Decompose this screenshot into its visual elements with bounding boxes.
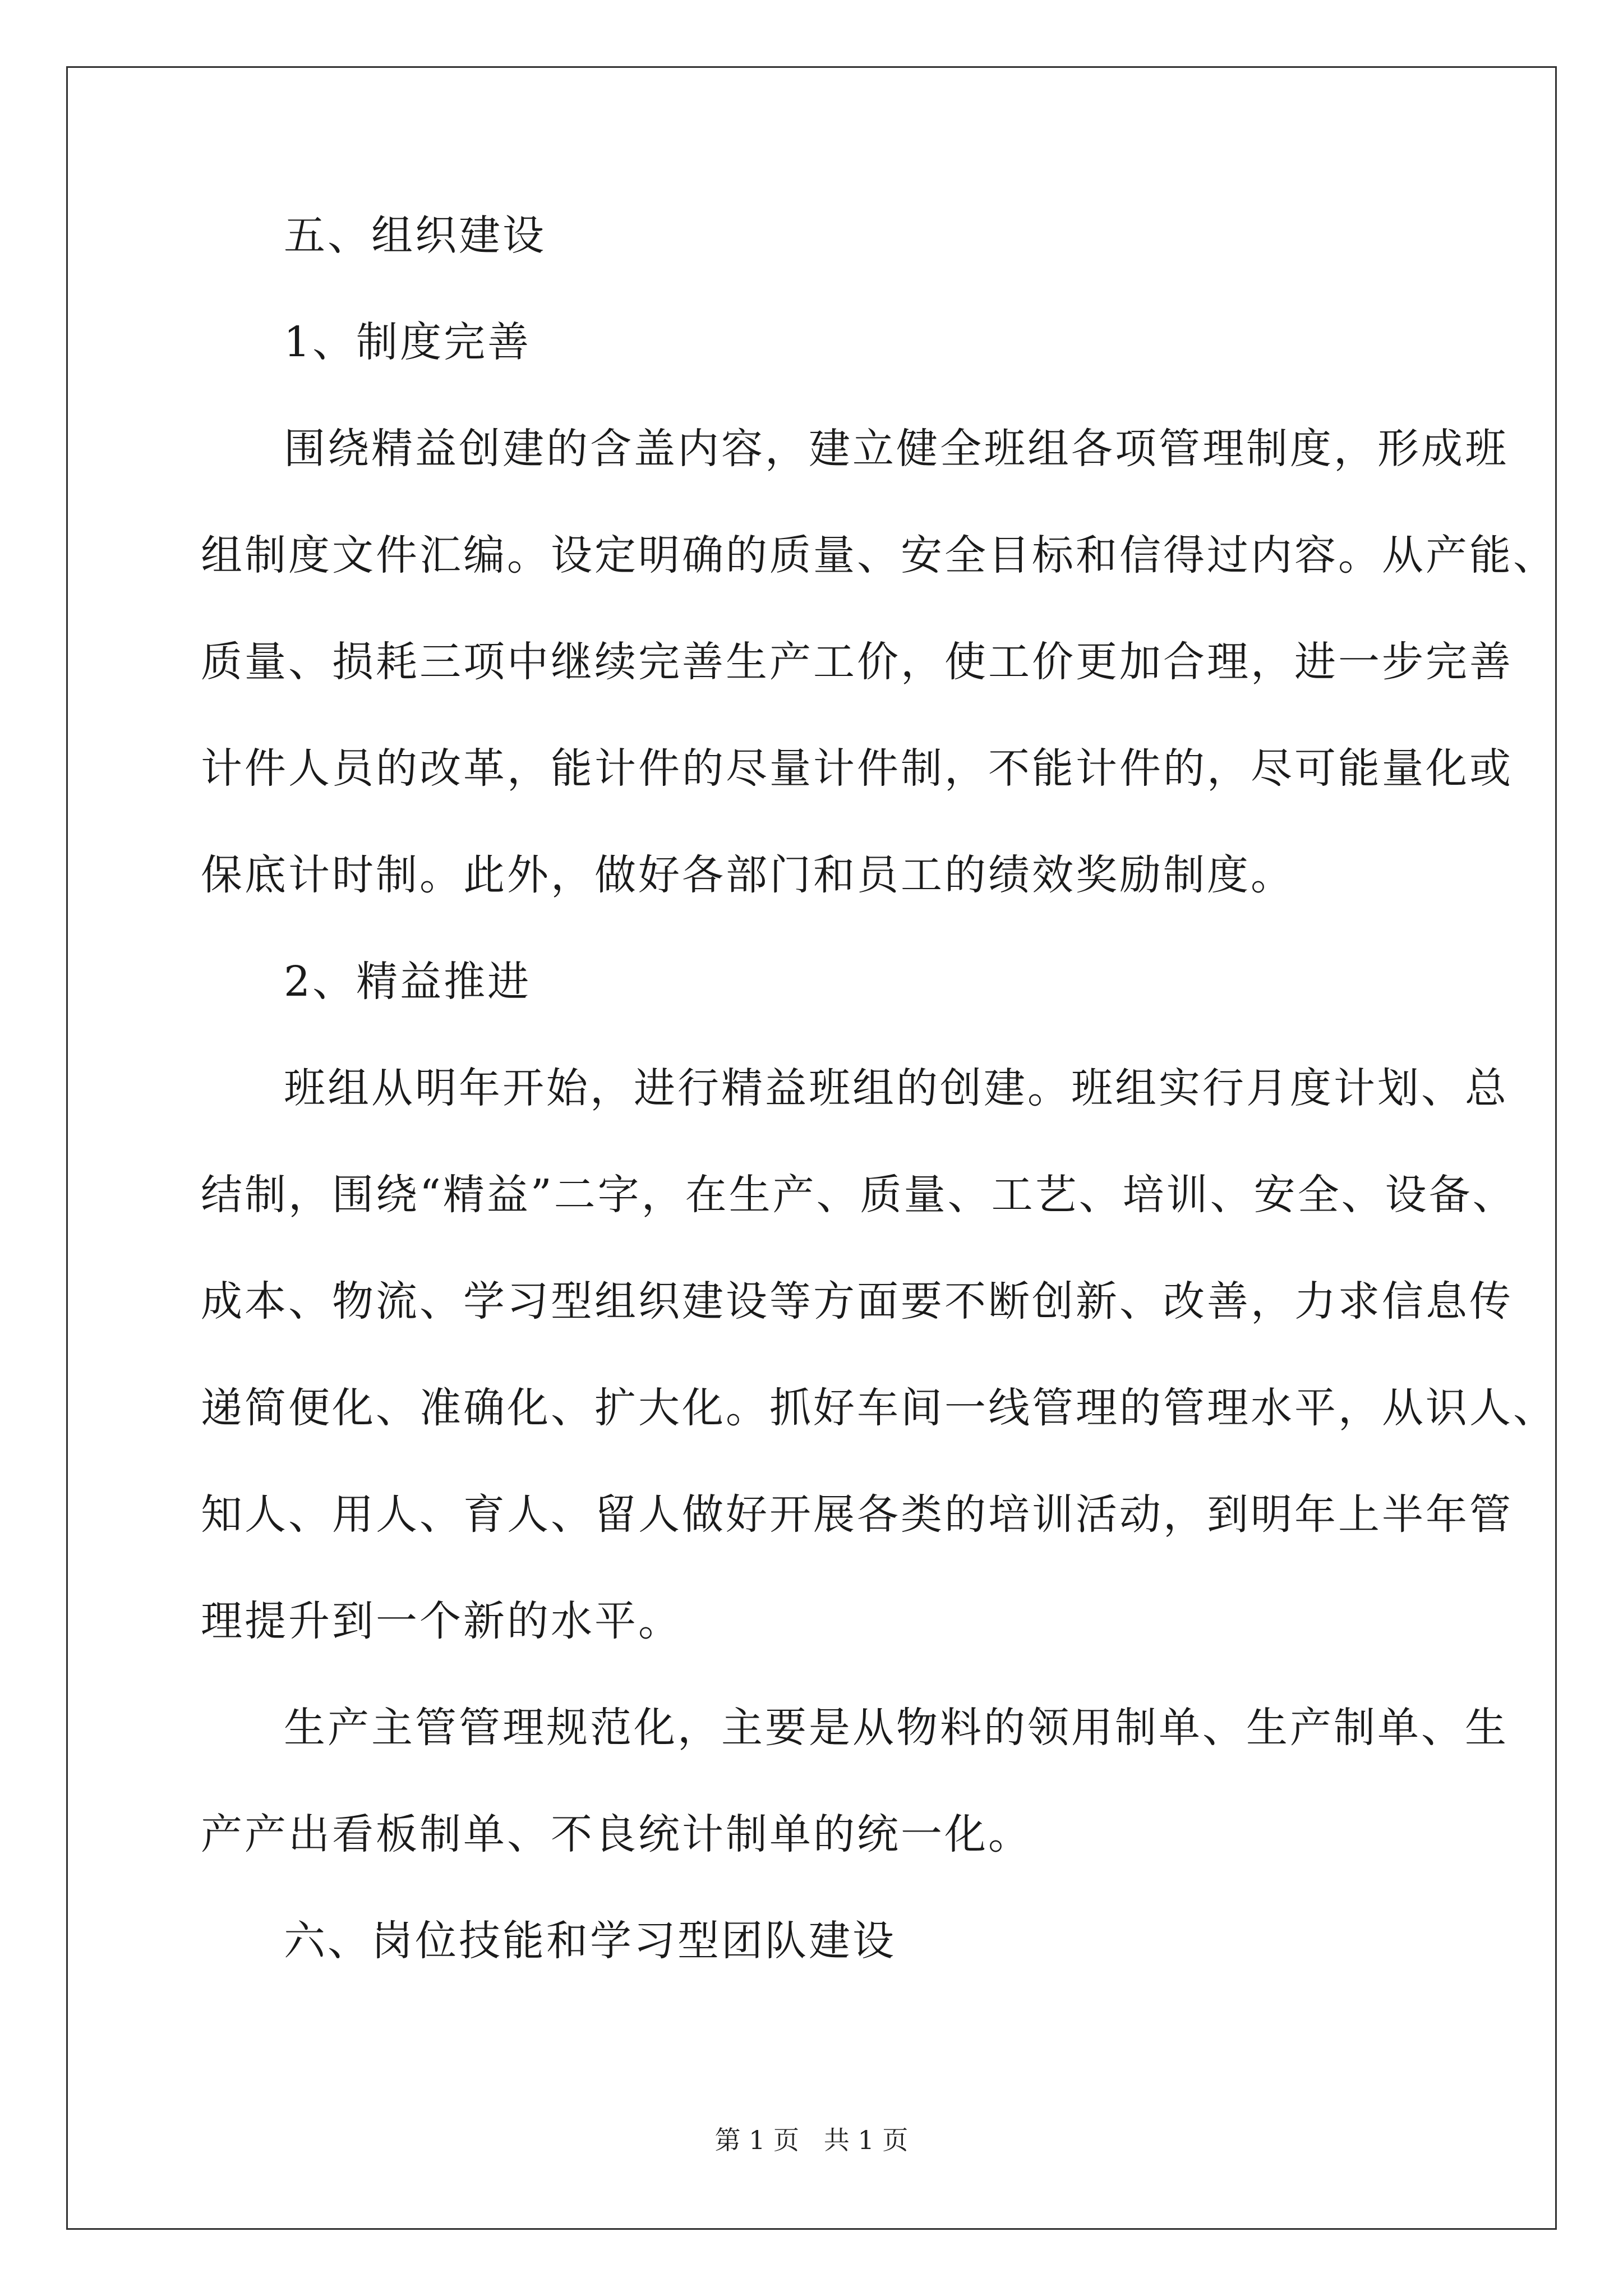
- paragraph-line: 生产主管管理规范化，主要是从物料的领用制单、生产制单、生: [284, 1704, 1509, 1752]
- paragraph-line: 知人、用人、育人、留人做好开展各类的培训活动，到明年上半年管: [201, 1490, 1513, 1539]
- paragraph-line: 质量、损耗三项中继续完善生产工价，使工价更加合理，进一步完善: [201, 638, 1513, 686]
- paragraph-line: 保底计时制。此外，做好各部门和员工的绩效奖励制度。: [201, 851, 1294, 899]
- paragraph-line: 成本、物流、学习型组织建设等方面要不断创新、改善，力求信息传: [201, 1277, 1513, 1326]
- subsection-heading: 2、精益推进: [284, 958, 532, 1006]
- paragraph-line: 递简便化、准确化、扩大化。抓好车间一线管理的管理水平，从识人、: [201, 1384, 1557, 1432]
- paragraph-line: 班组从明年开始，进行精益班组的创建。班组实行月度计划、总: [284, 1064, 1509, 1112]
- page-border: [66, 66, 1557, 2230]
- subsection-heading: 1、制度完善: [284, 318, 532, 366]
- paragraph-line: 围绕精益创建的含盖内容，建立健全班组各项管理制度，形成班: [284, 425, 1509, 473]
- paragraph-line: 结制，围绕“精益”二字，在生产、质量、工艺、培训、安全、设备、: [201, 1171, 1516, 1219]
- paragraph-line: 计件人员的改革，能计件的尽量计件制，不能计件的，尽可能量化或: [201, 744, 1513, 793]
- paragraph-line: 组制度文件汇编。设定明确的质量、安全目标和信得过内容。从产能、: [201, 531, 1557, 579]
- paragraph-line: 理提升到一个新的水平。: [201, 1597, 682, 1645]
- paragraph-line: 产产出看板制单、不良统计制单的统一化。: [201, 1810, 1032, 1858]
- section-heading: 六、岗位技能和学习型团队建设: [284, 1917, 896, 1965]
- section-heading: 五、组织建设: [284, 211, 546, 260]
- page-footer: 第 1 页 共 1 页: [714, 2125, 909, 2155]
